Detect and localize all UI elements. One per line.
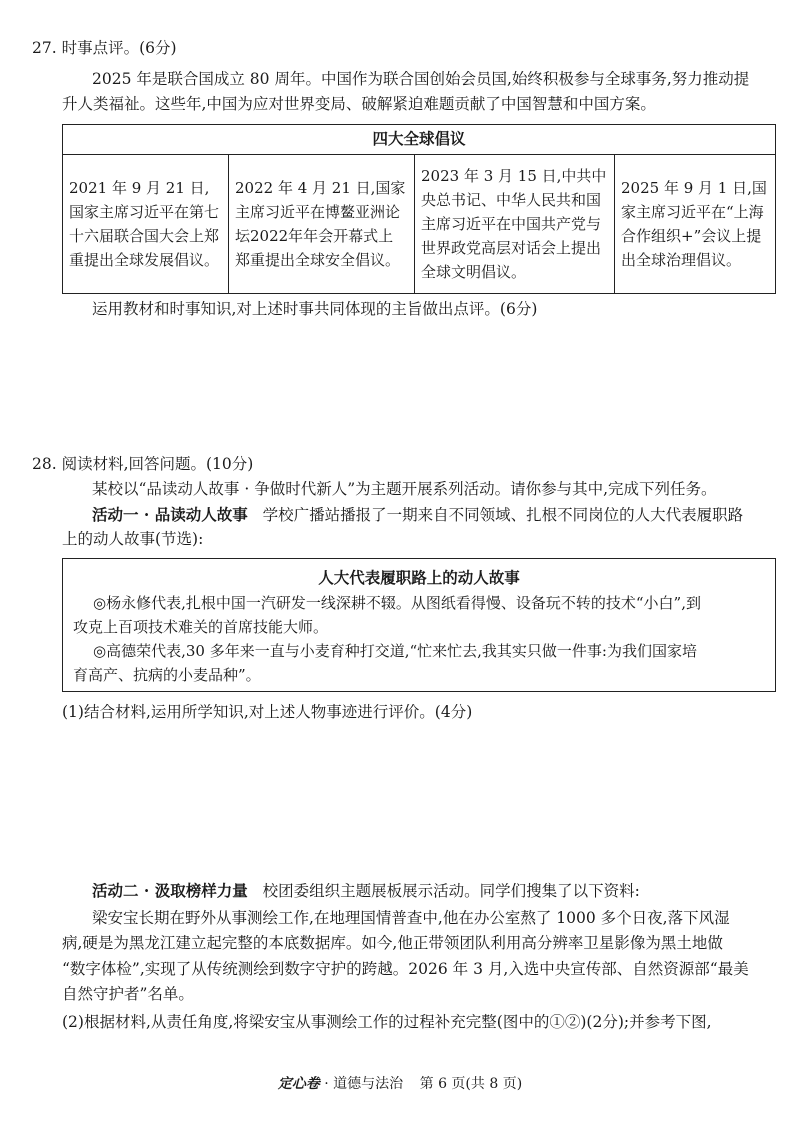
activity2-line bbox=[92, 880, 640, 902]
story-gao-line1: ◎高德荣代表,30 多年来一直与小麦育种打交道,“忙来忙去,我其实只做一件事:为我们国家培 bbox=[93, 642, 697, 660]
footer-subject: 道德与法治 bbox=[333, 1076, 404, 1092]
table-row bbox=[63, 155, 775, 293]
cell-text: 2025 年 9 月 1 日,国家主席习近平在“上海合作组织+”会议上提出全球治理倡议。 bbox=[621, 179, 767, 269]
q28-header: 28. 阅读材料,回答问题。(10分) bbox=[32, 455, 254, 473]
activity1-text: 学校广播站播报了一期来自不同领域、扎根不同岗位的人大代表履职路 bbox=[262, 506, 744, 524]
table-title: 四大全球倡议 bbox=[63, 125, 775, 155]
table-cell-development bbox=[63, 155, 229, 293]
story-yang-line2: 攻克上百项技术难关的首席技能大师。 bbox=[73, 618, 329, 636]
q27-header: 27. 时事点评。(6分) bbox=[32, 39, 177, 57]
q28-intro: 某校以“品读动人故事 · 争做时代新人”为主题开展系列活动。请你参与其中,完成下列任务。 bbox=[92, 480, 717, 498]
table-cell-security bbox=[229, 155, 415, 293]
table-cell-governance bbox=[615, 155, 774, 293]
activity2-text: 校团委组织主题展板展示活动。同学们搜集了以下资料: bbox=[262, 882, 640, 900]
q27-intro-line1: 2025 年是联合国成立 80 周年。中国作为联合国创始会员国,始终积极参与全球事务,努力推动提 bbox=[92, 70, 750, 88]
activity1-line bbox=[92, 504, 743, 526]
stories-box-title: 人大代表履职路上的动人故事 bbox=[318, 569, 520, 587]
cell-text: 2021 年 9 月 21 日,国家主席习近平在第七十六届联合国大会上郑重提出全球发展倡议。 bbox=[69, 179, 220, 269]
story-gao-line2: 育高产、抗病的小麦品种”。 bbox=[73, 666, 261, 684]
q27-question: 运用教材和时事知识,对上述时事共同体现的主旨做出点评。(6分) bbox=[92, 300, 538, 318]
activity1-text-line2: 上的动人故事(节选): bbox=[62, 530, 204, 548]
footer-page: 第 6 页(共 8 页) bbox=[419, 1076, 523, 1092]
stories-box bbox=[62, 558, 776, 692]
q28-sub1: (1)结合材料,运用所学知识,对上述人物事迹进行评价。(4分) bbox=[62, 703, 473, 721]
global-initiatives-table bbox=[62, 124, 776, 294]
cell-text: 2022 年 4 月 21 日,国家主席习近平在博鳌亚洲论坛2022年年会开幕式上郑重提出全球安全倡议。 bbox=[235, 179, 406, 269]
liang-para-line2: 病,硬是为黑龙江建立起完整的本底数据库。如今,他正带领团队利用高分辨率卫星影像为黑土地做 bbox=[62, 934, 723, 952]
liang-para-line3: “数字体检”,实现了从传统测绘到数字守护的跨越。2026 年 3 月,入选中央宣传部、自然资源部“最美 bbox=[62, 960, 749, 978]
q27-intro-line2: 升人类福祉。这些年,中国为应对世界变局、破解紧迫难题贡献了中国智慧和中国方案。 bbox=[62, 95, 656, 113]
liang-para-line1: 梁安宝长期在野外从事测绘工作,在地理国情普查中,他在办公室熬了 1000 多个日夜,落下风湿 bbox=[92, 909, 730, 927]
story-yang-line1: ◎杨永修代表,扎根中国一汽研发一线深耕不辍。从图纸看得慢、设备玩不转的技术“小白”,到 bbox=[93, 594, 701, 612]
cell-text: 2023 年 3 月 15 日,中共中央总书记、中华人民共和国主席习近平在中国共产党与世界政党高层对话会上提出全球文明倡议。 bbox=[421, 167, 607, 281]
activity2-title: 活动二 · 汲取榜样力量 bbox=[92, 881, 248, 900]
footer-brand: 定心卷 bbox=[277, 1076, 320, 1092]
table-cell-civilization bbox=[415, 155, 615, 293]
page-footer bbox=[0, 1074, 800, 1094]
q28-sub2: (2)根据材料,从责任角度,将梁安宝从事测绘工作的过程补充完整(图中的①②)(2分);并参考下图, bbox=[62, 1013, 712, 1031]
liang-para-line4: 自然守护者”名单。 bbox=[62, 985, 194, 1003]
footer-sep: · bbox=[319, 1076, 334, 1092]
activity1-title: 活动一 · 品读动人故事 bbox=[92, 505, 248, 524]
